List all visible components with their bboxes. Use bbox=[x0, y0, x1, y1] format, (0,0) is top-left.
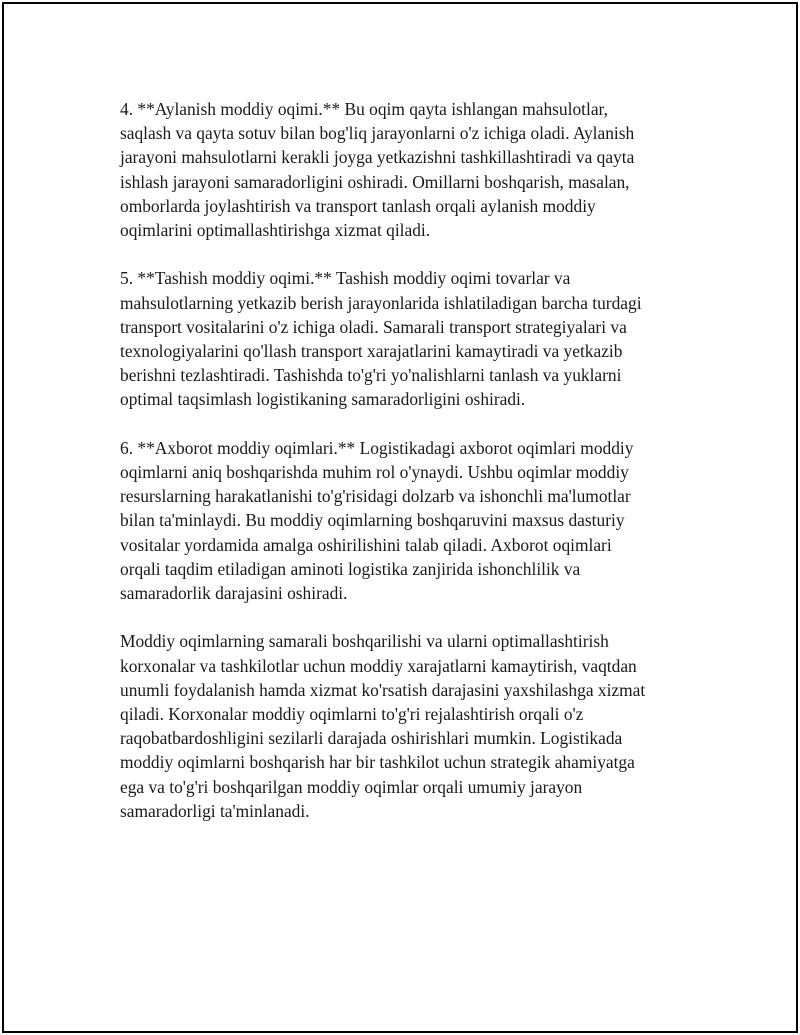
paragraph-conclusion: Moddiy oqimlarning samarali boshqarilishi va ularni optimallashtirish korxonalar va tashkilotlar uchun moddiy xarajatlarni kamaytirish, vaqtdan unumli foydalanish hamda xizmat ko'rsatish darajasini yaxshilashga xizmat qiladi. Korxonalar moddiy oqimlarni to'g'ri rejalashtirish orqali o'z raqobatbardoshligini sezilarli darajada oshirishlari mumkin. Logistikada moddiy oqimlarni boshqarish har bir tashkilot uchun strategik ahamiyatga ega va to'g'ri boshqarilgan moddiy oqimlar orqali umumiy jarayon samaradorligi ta'minlanadi. bbox=[120, 631, 646, 821]
paragraph-tashish-moddiy-oqimi: 5. **Tashish moddiy oqimi.** Tashish moddiy oqimi tovarlar va mahsulotlarning yetkazib berish jarayonlarida ishlatiladigan barcha turdagi transport vositalarini o'z ichiga oladi. Samarali transport strategiyalari va texnologiyalarini qo'llash transport xarajatlarini kamaytiradi va yetkazib berishni tezlashtiradi. Tashishda to'g'ri yo'nalishlarni tanlash va yuklarni optimal taqsimlash logistikaning samaradorligini oshiradi. bbox=[120, 268, 642, 410]
paragraph-axborot-moddiy-oqimlari: 6. **Axborot moddiy oqimlari.** Logistikadagi axborot oqimlari moddiy oqimlarni aniq boshqarishda muhim rol o'ynaydi. Ushbu oqimlar moddiy resurslarning harakatlanishi to'g'risidagi dolzarb va ishonchli ma'lumotlar bilan ta'minlaydi. Bu moddiy oqimlarning boshqaruvini maxsus dasturiy vositalar yordamida amalga oshirilishini talab qiladi. Axborot oqimlari orqali taqdim etiladigan aminoti logistika zanjirida ishonchlilik va samaradorlik darajasini oshiradi. bbox=[120, 437, 634, 604]
page-frame bbox=[2, 2, 798, 1033]
document-body bbox=[120, 97, 700, 847]
paragraph-aylanish-moddiy-oqimi: 4. **Aylanish moddiy oqimi.** Bu oqim qayta ishlangan mahsulotlar, saqlash va qayta sotuv bilan bog'liq jarayonlarni o'z ichiga oladi. Aylanish jarayoni mahsulotlarni kerakli joyga yetkazishni tashkillashtiradi va qayta ishlash jarayoni samaradorligini oshiradi. Omillarni boshqarish, masalan, omborlarda joylashtirish va transport tanlash orqali aylanish moddiy oqimlarini optimallashtirishga xizmat qiladi. bbox=[120, 99, 635, 241]
